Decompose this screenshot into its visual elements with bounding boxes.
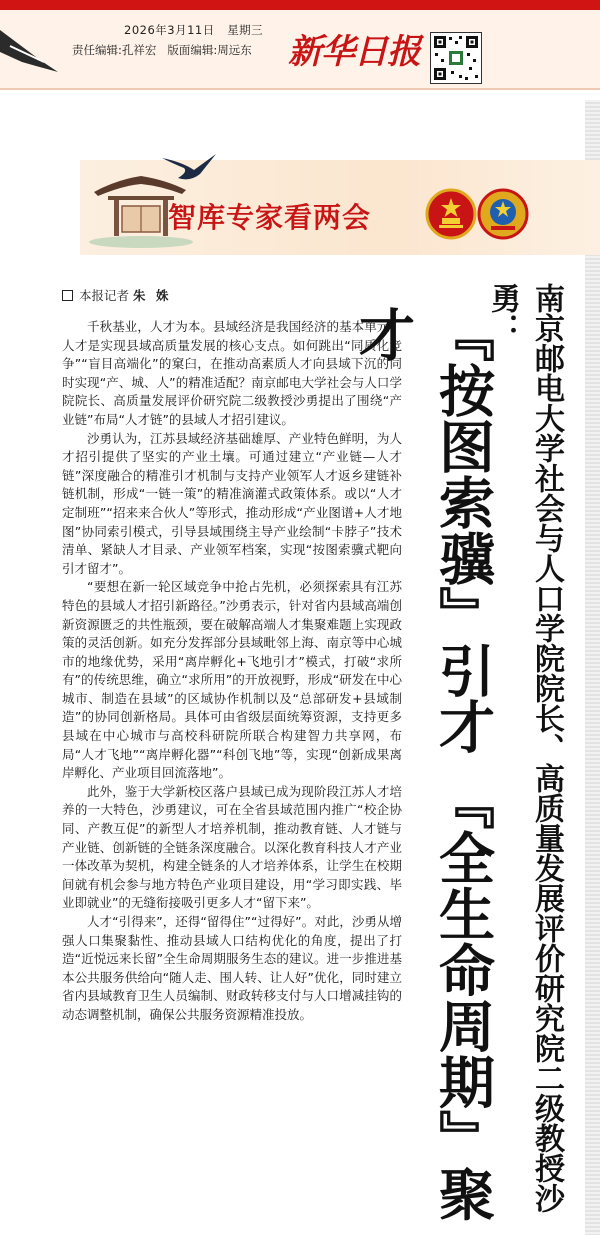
layout-editor-label: 版面编辑 <box>167 43 214 57</box>
banner-swallow-icon <box>160 148 220 188</box>
paragraph: 此外，鉴于大学新校区落户县域已成为现阶段江苏人才培养的一大特色，沙勇建议，可在全省县域范围内推广“校企协同、产教互促”的新型人才培养机制，推动教育链、人才链与产业链、创新链的全链条深度融合。以深化教育科技人才产业一体改革为契机，构建全链条的人才培养体系，让学生在校期间就有机会参与地方特色产业项目建设，用“学习即实践、毕业即就业”的无缝衔接吸引更多人才“留下来”。 <box>62 783 402 911</box>
weekday-text: 星期三 <box>227 23 264 37</box>
layout-editor-name: 周远东 <box>217 43 252 57</box>
issue-date <box>124 22 263 38</box>
reporter-name: 朱 姝 <box>133 288 172 303</box>
reporter-byline <box>62 286 171 304</box>
page-edge-decoration <box>585 100 600 1235</box>
newspaper-masthead: 新华日报 <box>288 32 420 72</box>
paragraph: 沙勇认为，江苏县域经济基础雄厚、产业特色鲜明，为人才招引提供了坚实的产业土壤。可通过建立“产业链—人才链”深度融合的精准引才机制与支持产业领军人才返乡建链补链机制，形成“一链一策”的精准滴灌式政策体系。或以“人才定制班”“招来来合伙人”等形式，推动形成“产业图谱+人才地图”协同索引模式，引导县域围绕主导产业绘制“卡脖子”技术清单、紧缺人才目录、产业领军档案，实现“按图索骥式靶向引才留才”。 <box>62 430 402 576</box>
qr-code-icon[interactable] <box>430 32 482 84</box>
top-red-strip <box>0 0 600 10</box>
editor-name: 孔祥宏 <box>121 43 157 57</box>
paragraph: “要想在新一轮区域竞争中抢占先机，必须探索具有江苏特色的县域人才招引新路径。”沙勇表示，针对省内县域高端创新资源匮乏的共性瓶颈，要在破解高端人才集聚难题上实现政策的灵活创新。如充分发挥部分县域毗邻上海、南京等中心城市的地缘优势，采用“离岸孵化+飞地引才”模式，打破“求所有”的传统思维，确立“求所用”的开放视野，形成“研发在中心城市、制造在县域”的区域协作机制以及“总部研发+县域制造”的协同创新格局。具体可由省级层面统筹资源，支持更多县域在中心城市与高校科研院所联合构建智力共享网，布局“人才飞地”“离岸孵化器”“科创飞地”等，实现“创新成果离岸孵化、产业项目回流落地”。 <box>62 579 402 781</box>
column-title: 智库专家看两会 <box>168 201 372 234</box>
swallow-icon <box>0 22 60 77</box>
date-text: 2026年3月11日 <box>124 23 215 37</box>
headline-subtitle: 南京邮电大学社会与人口学院院长、高质量发展评价研究院二级教授沙勇： <box>485 283 564 1213</box>
national-emblem-icon <box>425 188 477 240</box>
paragraph: 千秋基业，人才为本。县域经济是我国经济的基本单元，人才是实现县域高质量发展的核心支点。如何跳出“同质化竞争”“盲目高端化”的窠臼，在推动高素质人才向县域下沉的同时实现“产、城、人”的精准适配？南京邮电大学社会与人口学院院长、高质量发展评价研究院二级教授沙勇提出了围绕“产业链”布局“人才链”的县域人才招引建议。 <box>62 319 402 427</box>
byline-label: 本报记者 <box>79 288 130 303</box>
byline-box-icon <box>62 290 73 301</box>
editor-label: 责任编辑 <box>72 43 118 57</box>
cppcc-emblem-icon <box>477 188 529 240</box>
headline-title: 『按图索骥』引才 『全生命周期』聚才 <box>350 306 495 1222</box>
editor-credits: 责任编辑:孔祥宏 版面编辑:周远东 <box>72 43 252 57</box>
paragraph: 人才“引得来”，还得“留得住”“过得好”。对此，沙勇从增强人口集聚黏性、推动县域人口结构优化的角度，提出了打造“近悦远来长留”全生命周期服务生态的建议。进一步推进基本公共服务供给向“随人走、围人转、让人好”优化，同时建立省内县域教育卫生人员编制、财政转移支付与人口增减挂钩的动态调整机制，确保公共服务资源精准投放。 <box>62 914 402 1022</box>
article-body <box>62 318 402 1025</box>
